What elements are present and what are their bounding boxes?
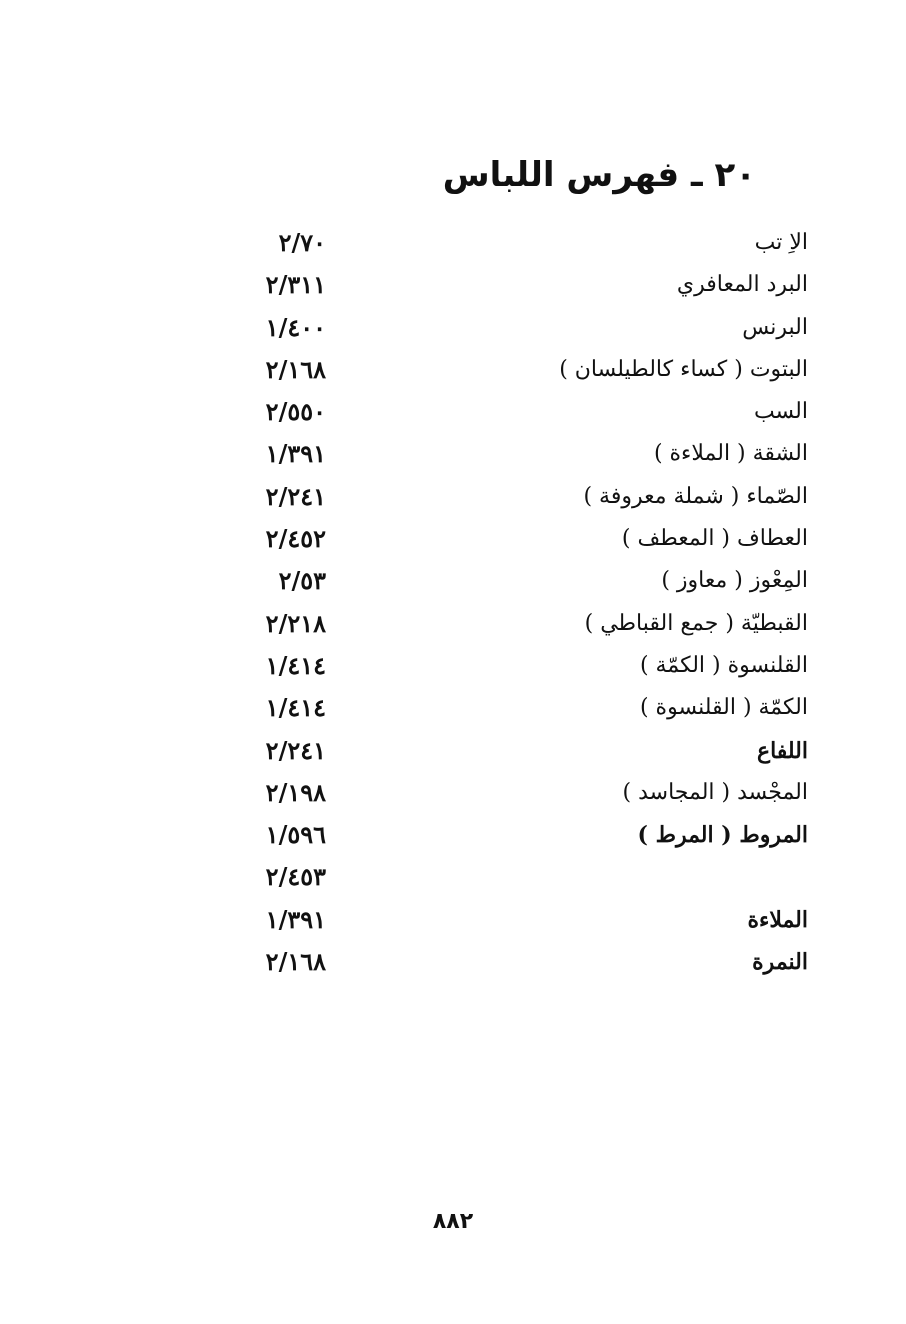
index-entry: [0, 433, 906, 475]
entry-term: الاِ تب: [754, 230, 808, 255]
entry-reference: ٢/٥٥٠: [265, 397, 326, 427]
index-entry: [0, 264, 906, 306]
entry-reference: ٢/٧٠: [278, 228, 326, 257]
index-entry: [0, 349, 906, 391]
entry-term: القبطيّة ( جمع القباطي ): [584, 610, 808, 636]
index-entry: [0, 307, 906, 349]
entry-reference: ٢/٢١٨: [265, 608, 326, 638]
index-entry: [0, 391, 906, 433]
entry-term: النمرة: [752, 949, 808, 976]
entry-reference: ٢/٢٤١: [265, 481, 326, 511]
index-entry: [0, 518, 906, 560]
entry-term: البرنس: [742, 314, 808, 340]
entry-reference: ٢/١٩٨: [265, 777, 326, 807]
index-entry: [0, 772, 906, 814]
entry-term: المِعْوز ( معاوز ): [661, 568, 808, 594]
entry-reference: ٢/٢٤١: [265, 735, 326, 765]
entry-reference: ٢/٣١١: [265, 270, 326, 300]
entry-reference: ٢/٥٣: [278, 566, 326, 596]
entry-reference: ١/٣٩١: [265, 904, 326, 934]
index-entry: [0, 941, 906, 983]
entry-term: الصّماء ( شملة معروفة ): [583, 483, 808, 509]
entry-term: الشقة ( الملاءة ): [653, 441, 808, 467]
index-entry: [0, 645, 906, 687]
index-title: ٢٠ ـ فهرس اللباس: [442, 155, 756, 195]
clothing-index-list: [0, 222, 906, 983]
entry-term: السب: [753, 399, 808, 425]
entry-reference: ٢/٤٥٢: [265, 524, 326, 554]
entry-reference: ١/٤١٤: [265, 650, 326, 680]
index-entry: [0, 222, 906, 264]
entry-term: البتوت ( كساء كالطيلسان ): [559, 356, 808, 382]
index-entry: [0, 687, 906, 729]
entry-reference: ١/٤١٤: [265, 693, 326, 723]
entry-term: المجْسد ( المجاسد ): [622, 779, 808, 805]
index-entry: [0, 856, 906, 898]
entry-term: الملاءة: [747, 906, 808, 933]
index-entry: [0, 814, 906, 856]
index-entry: [0, 899, 906, 941]
index-entry: [0, 560, 906, 602]
entry-reference: ١/٤٠٠: [265, 312, 326, 342]
entry-reference: ٢/١٦٨: [265, 947, 326, 977]
entry-term: المروط ( المرط ): [637, 822, 808, 849]
entry-reference: ١/٣٩١: [265, 439, 326, 469]
entry-reference: ١/٥٩٦: [265, 820, 326, 850]
entry-term: القلنسوة ( الكمّة ): [639, 652, 808, 678]
entry-term: الكمّة ( القلنسوة ): [639, 695, 808, 721]
page-number: ٨٨٢: [432, 1209, 474, 1234]
entry-term: العطاف ( المعطف ): [621, 526, 808, 552]
index-entry: [0, 603, 906, 645]
index-entry: [0, 730, 906, 772]
entry-term: البرد المعافري: [676, 272, 808, 298]
entry-term: اللفاع: [756, 737, 808, 764]
entry-reference: ٢/١٦٨: [265, 354, 326, 384]
entry-reference: ٢/٤٥٣: [265, 862, 326, 892]
index-entry: [0, 476, 906, 518]
